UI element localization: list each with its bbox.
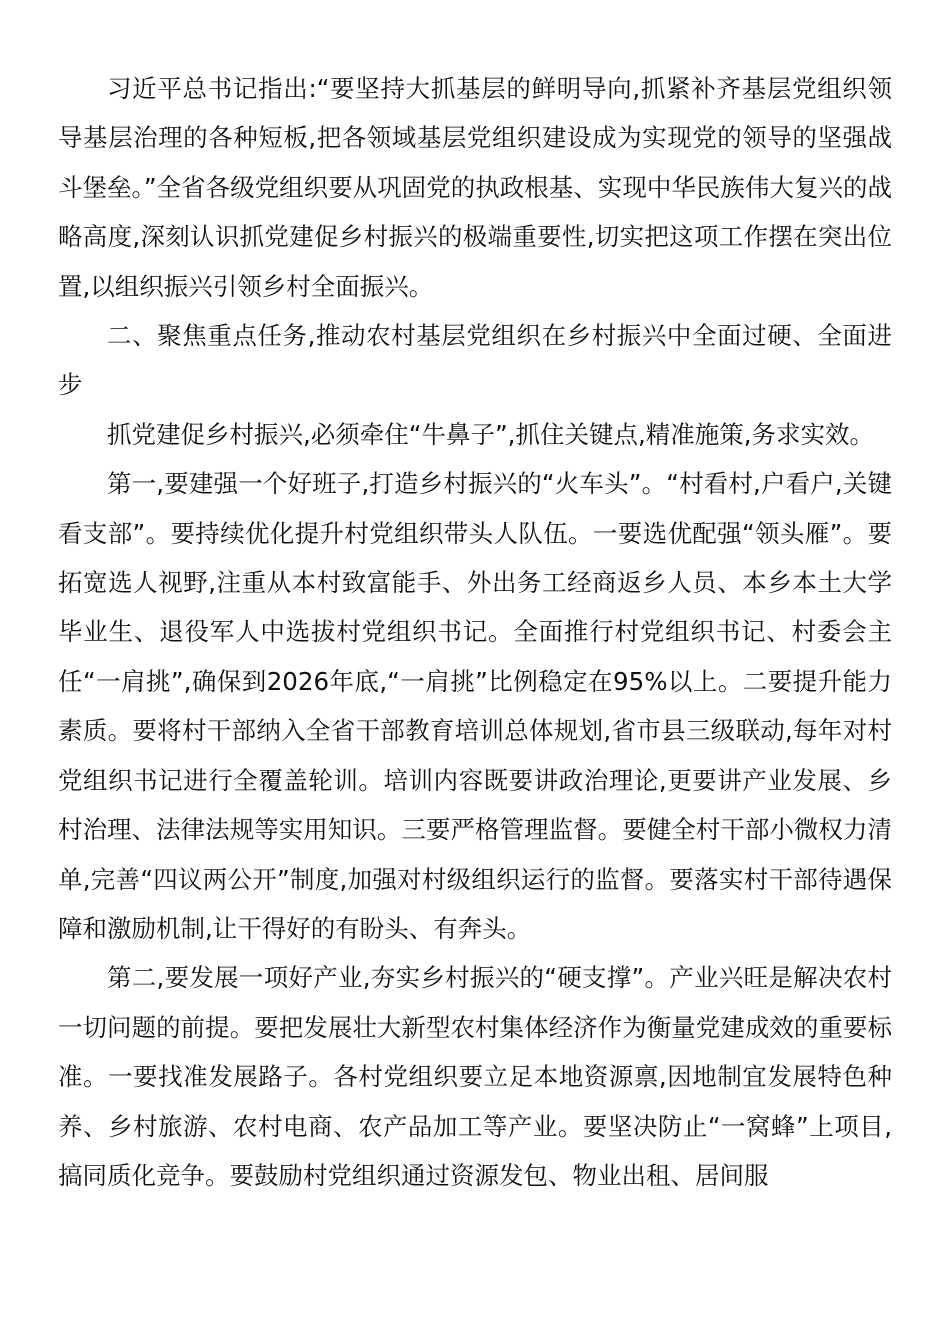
paragraph-second-industry: 第二,要发展一项好产业,夯实乡村振兴的“硬支撑”。产业兴旺是解决农村一切问题的前提。要把发展壮大新型农村集体经济作为衡量党建成效的重要标准。一要找准发展路子。各村党组织要立足本地资源禀,因地制宜发展特色种养、乡村旅游、农村电商、农产品加工等产业。要坚决防止“一窝蜂”上项目,搞同质化竞争。要鼓励村党组织通过资源发包、物业出租、居间服 (58, 963, 892, 1190)
paragraph-intro-quote: 习近平总书记指出:“要坚持大抓基层的鲜明导向,抓紧补齐基层党组织领导基层治理的各种短板,把各领域基层党组织建设成为实现党的领导的坚强战斗堡垒。”全省各级党组织要从巩固党的执政根基、实现中华民族伟大复兴的战略高度,深刻认识抓党建促乡村振兴的极端重要性,切实把这项工作摆在突出位置,以组织振兴引领乡村全面振兴。 (58, 74, 892, 301)
paragraph-first-team: 第一,要建强一个好班子,打造乡村振兴的“火车头”。“村看村,户看户,关键看支部”。要持续优化提升村党组织带头人队伍。一要选优配强“领头雁”。要拓宽选人视野,注重从本村致富能手、外出务工经商返乡人员、本乡本土大学毕业生、退役军人中选拔村党组织书记。全面推行村党组织书记、村委会主任“一肩挑”,确保到2026年底,“一肩挑”比例稳定在95%以上。二要提升能力素质。要将村干部纳入全省干部教育培训总体规划,省市县三级联动,每年对村党组织书记进行全覆盖轮训。培训内容既要讲政治理论,更要讲产业发展、乡村治理、法律法规等实用知识。三要严格管理监督。要健全村干部小微权力清单,完善“四议两公开”制度,加强对村级组织运行的监督。要落实村干部待遇保障和激励机制,让干得好的有盼头、有奔头。 (58, 469, 892, 943)
section-heading-two: 二、聚焦重点任务,推动农村基层党组织在乡村振兴中全面过硬、全面进步 (58, 321, 892, 400)
paragraph-key-points: 抓党建促乡村振兴,必须牵住“牛鼻子”,抓住关键点,精准施策,务求实效。 (107, 419, 875, 449)
